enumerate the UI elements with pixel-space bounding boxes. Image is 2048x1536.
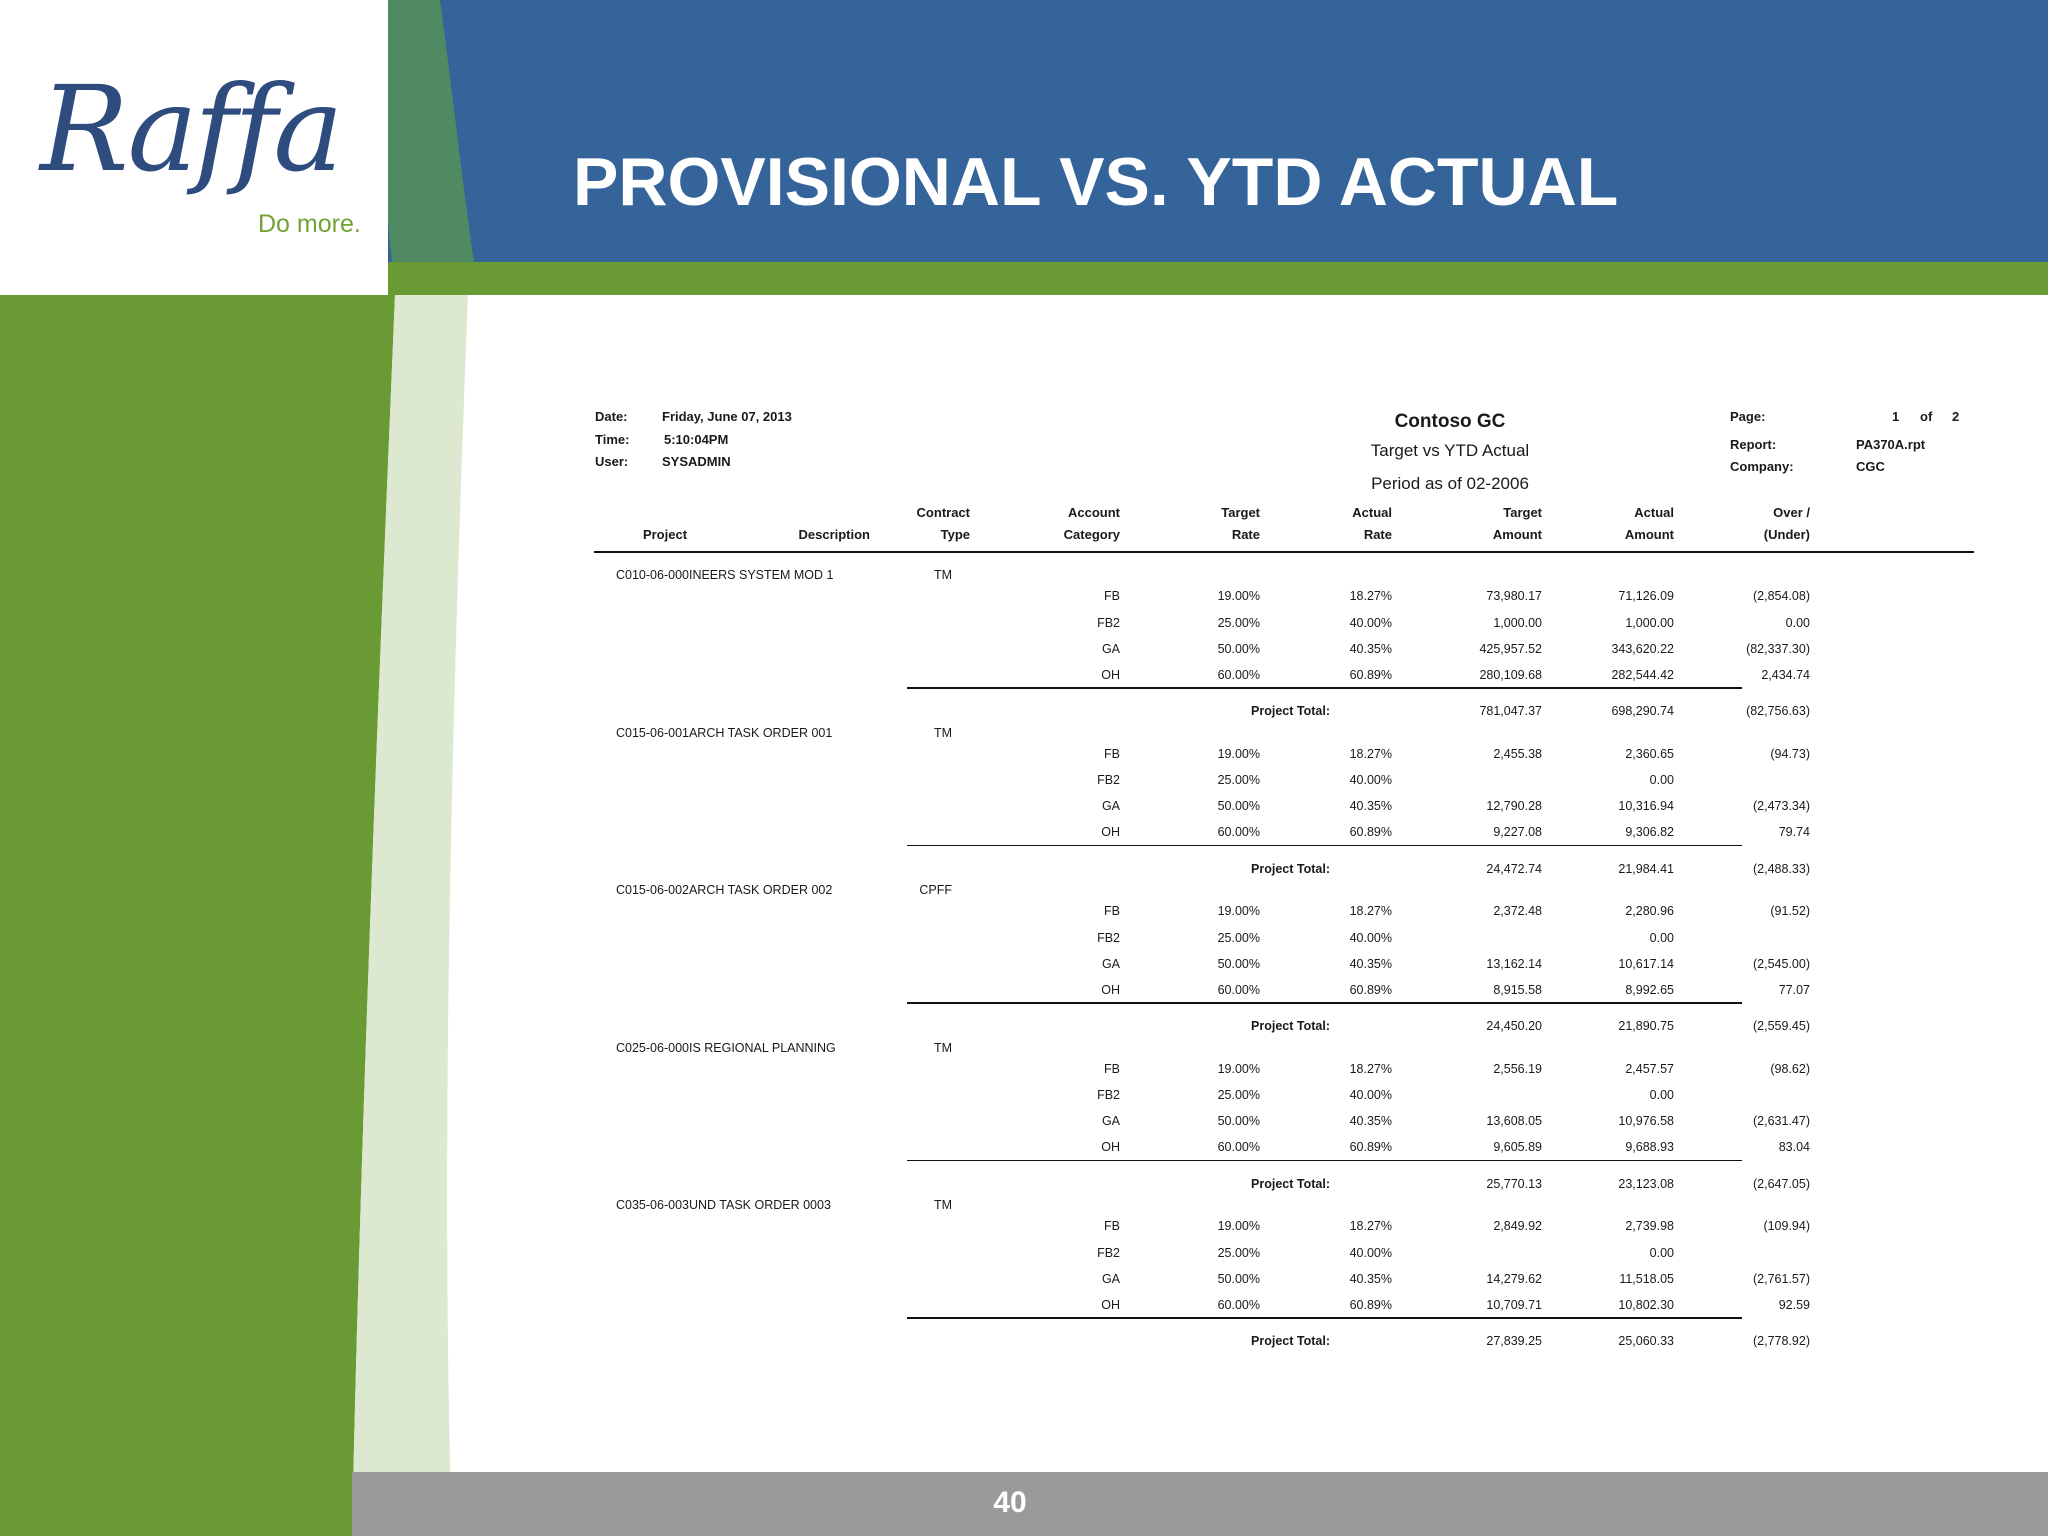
project-total-over-under: (82,756.63) <box>1746 704 1810 718</box>
over-under: 79.74 <box>1778 825 1810 839</box>
column-header <box>1542 502 1674 546</box>
actual-rate: 18.27% <box>1349 589 1392 603</box>
actual-rate: 40.00% <box>1349 1088 1392 1102</box>
target-amount: 280,109.68 <box>1479 667 1542 682</box>
project-name: C015-06-001ARCH TASK ORDER 001 <box>616 725 833 740</box>
target-amount: 2,372.48 <box>1493 904 1542 918</box>
account-category: FB2 <box>1097 1088 1120 1102</box>
target-rate: 25.00% <box>1217 773 1260 787</box>
actual-rate: 40.35% <box>1349 956 1392 971</box>
column-header-line2: Amount <box>1624 527 1674 542</box>
account-category: GA <box>1101 956 1120 971</box>
column-header-line1: Over / <box>1773 505 1810 520</box>
actual-amount: 2,280.96 <box>1625 904 1674 918</box>
over-under: (94.73) <box>1770 746 1810 761</box>
target-rate: 19.00% <box>1217 589 1260 603</box>
account-category: OH <box>1101 1140 1120 1154</box>
actual-amount: 9,688.93 <box>1625 1140 1674 1154</box>
actual-amount: 1,000.00 <box>1625 615 1674 630</box>
column-header <box>1140 502 1260 546</box>
target-rate: 19.00% <box>1217 746 1260 761</box>
project-total-label: Project Total: <box>1251 704 1330 718</box>
actual-amount: 10,316.94 <box>1618 799 1674 813</box>
left-green-panel <box>0 295 395 1536</box>
over-under: 92.59 <box>1778 1297 1810 1312</box>
contract-type: TM <box>933 725 952 740</box>
over-under: (2,545.00) <box>1753 956 1810 971</box>
actual-amount: 8,992.65 <box>1625 982 1674 997</box>
column-header <box>1272 502 1392 546</box>
report-document <box>580 392 1980 1362</box>
actual-amount: 0.00 <box>1649 773 1674 787</box>
over-under: (98.62) <box>1770 1061 1810 1076</box>
report-period: Period as of 02-2006 <box>1371 474 1529 493</box>
column-header-line2: Rate <box>1231 527 1260 542</box>
actual-amount: 0.00 <box>1649 1088 1674 1102</box>
project-total-actual: 698,290.74 <box>1611 704 1674 718</box>
target-rate: 25.00% <box>1217 930 1260 945</box>
project-total-rule <box>907 1160 1742 1162</box>
actual-rate: 60.89% <box>1349 1140 1392 1154</box>
target-rate: 25.00% <box>1217 1088 1260 1102</box>
project-total-actual: 21,984.41 <box>1618 861 1674 876</box>
account-category: FB2 <box>1097 615 1120 630</box>
over-under: (2,631.47) <box>1753 1114 1810 1128</box>
target-rate: 60.00% <box>1217 1140 1260 1154</box>
column-header-line2: Project <box>642 527 688 542</box>
project-total-target: 24,450.20 <box>1486 1019 1542 1033</box>
over-under: 77.07 <box>1778 982 1810 997</box>
actual-amount: 282,544.42 <box>1611 667 1674 682</box>
target-rate: 50.00% <box>1217 1271 1260 1286</box>
actual-rate: 18.27% <box>1349 746 1392 761</box>
over-under: (82,337.30) <box>1746 641 1810 656</box>
report-label: Report: <box>1730 437 1777 452</box>
project-total-label: Project Total: <box>1251 1176 1330 1191</box>
over-under: 83.04 <box>1778 1140 1810 1154</box>
column-header-line2: Rate <box>1363 527 1392 542</box>
target-amount: 8,915.58 <box>1493 982 1542 997</box>
account-category: OH <box>1101 825 1120 839</box>
account-category: FB <box>1104 1219 1120 1233</box>
column-header <box>870 502 970 546</box>
actual-rate: 40.00% <box>1349 1245 1392 1260</box>
company-label: Company: <box>1730 459 1794 474</box>
project-total-target: 27,839.25 <box>1486 1334 1542 1348</box>
project-total-rule <box>907 845 1742 847</box>
over-under: (91.52) <box>1770 904 1810 918</box>
target-rate: 19.00% <box>1217 904 1260 918</box>
column-header-line2: Description <box>798 527 870 542</box>
target-amount: 10,709.71 <box>1486 1297 1542 1312</box>
column-header-line2: Category <box>1063 527 1120 542</box>
account-category: OH <box>1101 1297 1120 1312</box>
account-category: FB2 <box>1097 773 1120 787</box>
target-rate: 50.00% <box>1217 799 1260 813</box>
project-total-actual: 21,890.75 <box>1618 1019 1674 1033</box>
column-header-line1 <box>590 502 740 524</box>
actual-amount: 2,457.57 <box>1625 1061 1674 1076</box>
column-header-line1: Target <box>1221 505 1260 520</box>
account-category: FB2 <box>1097 1245 1120 1260</box>
logo-tagline: Do more. <box>258 210 361 238</box>
account-category: GA <box>1101 1114 1120 1128</box>
actual-amount: 10,976.58 <box>1618 1114 1674 1128</box>
green-band <box>360 262 2048 295</box>
project-total-actual: 25,060.33 <box>1618 1334 1674 1348</box>
time-label: Time: <box>595 432 630 447</box>
page-total: 2 <box>1952 409 1960 424</box>
target-rate: 60.00% <box>1217 825 1260 839</box>
target-amount: 1,000.00 <box>1493 615 1542 630</box>
project-total-over-under: (2,778.92) <box>1753 1334 1810 1348</box>
time-value: 5:10:04PM <box>664 432 729 447</box>
target-rate: 19.00% <box>1217 1219 1260 1233</box>
account-category: GA <box>1101 799 1120 813</box>
actual-rate: 40.35% <box>1349 1271 1392 1286</box>
over-under: (2,854.08) <box>1753 589 1810 603</box>
target-rate: 25.00% <box>1217 615 1260 630</box>
account-category: FB2 <box>1097 930 1120 945</box>
project-total-label: Project Total: <box>1251 861 1330 876</box>
target-rate: 50.00% <box>1217 956 1260 971</box>
target-rate: 60.00% <box>1217 1297 1260 1312</box>
project-total-rule <box>907 1317 1742 1319</box>
actual-rate: 40.00% <box>1349 773 1392 787</box>
actual-amount: 2,739.98 <box>1625 1219 1674 1233</box>
column-header-line1: Actual <box>1352 505 1392 520</box>
column-header-line1: Account <box>1068 505 1120 520</box>
actual-amount: 9,306.82 <box>1625 825 1674 839</box>
date-label: Date: <box>595 409 628 424</box>
target-amount: 2,455.38 <box>1493 746 1542 761</box>
actual-amount: 11,518.05 <box>1619 1271 1674 1286</box>
column-header-line2: Amount <box>1492 527 1542 542</box>
actual-rate: 40.35% <box>1349 1114 1392 1128</box>
project-name: C035-06-003UND TASK ORDER 0003 <box>616 1198 831 1212</box>
account-category: FB <box>1104 589 1120 603</box>
target-amount: 2,556.19 <box>1493 1061 1542 1076</box>
slide-page-number: 40 <box>993 1486 1027 1519</box>
account-category: GA <box>1101 641 1120 656</box>
target-amount: 14,279.62 <box>1486 1271 1542 1286</box>
actual-rate: 60.89% <box>1349 1297 1392 1312</box>
target-amount: 13,162.14 <box>1486 956 1542 971</box>
target-amount: 2,849.92 <box>1493 1219 1542 1233</box>
over-under: (2,473.34) <box>1753 799 1810 813</box>
actual-rate: 40.35% <box>1349 799 1392 813</box>
contract-type: TM <box>933 1040 952 1055</box>
target-rate: 50.00% <box>1217 1114 1260 1128</box>
company-name: Contoso GC <box>1394 411 1506 432</box>
header-rule <box>594 551 1974 553</box>
column-header <box>1410 502 1542 546</box>
over-under: (2,761.57) <box>1753 1271 1810 1286</box>
column-header <box>760 502 870 546</box>
column-header-line2: (Under) <box>1763 527 1810 542</box>
actual-amount: 2,360.65 <box>1625 746 1674 761</box>
project-total-over-under: (2,559.45) <box>1753 1019 1810 1033</box>
actual-amount: 0.00 <box>1649 1245 1674 1260</box>
actual-amount: 10,617.14 <box>1618 956 1674 971</box>
account-category: FB <box>1104 904 1120 918</box>
actual-rate: 40.35% <box>1349 641 1392 656</box>
actual-rate: 18.27% <box>1349 1061 1392 1076</box>
column-header <box>1000 502 1120 546</box>
over-under: 0.00 <box>1785 615 1810 630</box>
target-amount: 9,227.08 <box>1493 825 1542 839</box>
target-amount: 12,790.28 <box>1486 799 1542 813</box>
contract-type: TM <box>933 568 952 582</box>
slide-title: PROVISIONAL VS. YTD ACTUAL <box>573 144 1619 220</box>
column-header-line1: Actual <box>1634 505 1674 520</box>
page-number: 1 <box>1892 409 1900 424</box>
actual-rate: 40.00% <box>1349 615 1392 630</box>
column-header-line2: Type <box>940 527 970 542</box>
actual-amount: 0.00 <box>1649 930 1674 945</box>
target-rate: 25.00% <box>1217 1245 1260 1260</box>
actual-rate: 60.89% <box>1349 982 1392 997</box>
column-header <box>590 502 740 546</box>
actual-rate: 60.89% <box>1349 825 1392 839</box>
account-category: FB <box>1104 1061 1120 1076</box>
project-total-target: 24,472.74 <box>1486 861 1542 876</box>
company-value: CGC <box>1856 459 1885 474</box>
account-category: FB <box>1104 746 1120 761</box>
target-amount: 9,605.89 <box>1493 1140 1542 1154</box>
column-header-line1: Target <box>1503 505 1542 520</box>
target-amount: 425,957.52 <box>1479 641 1542 656</box>
actual-rate: 40.00% <box>1349 930 1392 945</box>
page-of-label: of <box>1920 409 1933 424</box>
account-category: GA <box>1101 1271 1120 1286</box>
over-under: 2,434.74 <box>1761 667 1810 682</box>
contract-type: TM <box>933 1198 952 1212</box>
target-rate: 50.00% <box>1217 641 1260 656</box>
project-total-target: 25,770.13 <box>1486 1176 1542 1191</box>
project-name: C015-06-002ARCH TASK ORDER 002 <box>616 883 833 897</box>
project-total-rule <box>907 687 1742 689</box>
project-name: C025-06-000IS REGIONAL PLANNING <box>616 1040 836 1055</box>
target-amount: 73,980.17 <box>1486 589 1542 603</box>
date-value: Friday, June 07, 2013 <box>662 409 792 424</box>
actual-rate: 60.89% <box>1349 667 1392 682</box>
account-category: OH <box>1101 667 1120 682</box>
user-value: SYSADMIN <box>662 454 731 469</box>
user-label: User: <box>595 454 629 469</box>
contract-type: CPFF <box>919 883 952 897</box>
actual-amount: 71,126.09 <box>1618 589 1674 603</box>
report-value: PA370A.rpt <box>1856 437 1926 452</box>
target-rate: 19.00% <box>1217 1061 1260 1076</box>
target-rate: 60.00% <box>1217 982 1260 997</box>
project-total-label: Project Total: <box>1251 1019 1330 1033</box>
page-label: Page: <box>1730 409 1766 424</box>
project-total-target: 781,047.37 <box>1479 704 1542 718</box>
actual-amount: 343,620.22 <box>1611 641 1674 656</box>
project-total-actual: 23,123.08 <box>1618 1176 1674 1191</box>
target-amount: 13,608.05 <box>1486 1114 1542 1128</box>
column-header-line1 <box>760 502 870 524</box>
actual-amount: 10,802.30 <box>1618 1297 1674 1312</box>
target-rate: 60.00% <box>1217 667 1260 682</box>
project-total-rule <box>907 1002 1742 1004</box>
column-header-line1: Contract <box>916 505 970 520</box>
actual-rate: 18.27% <box>1349 1219 1392 1233</box>
account-category: OH <box>1101 982 1120 997</box>
project-total-label: Project Total: <box>1251 1334 1330 1348</box>
project-name: C010-06-000INEERS SYSTEM MOD 1 <box>616 568 834 582</box>
project-total-over-under: (2,647.05) <box>1753 1176 1810 1191</box>
over-under: (109.94) <box>1763 1219 1810 1233</box>
report-subtitle: Target vs YTD Actual <box>1370 441 1530 460</box>
project-total-over-under: (2,488.33) <box>1753 861 1810 876</box>
actual-rate: 18.27% <box>1349 904 1392 918</box>
logo-script: Raffa <box>40 60 340 198</box>
column-header <box>1674 502 1810 546</box>
